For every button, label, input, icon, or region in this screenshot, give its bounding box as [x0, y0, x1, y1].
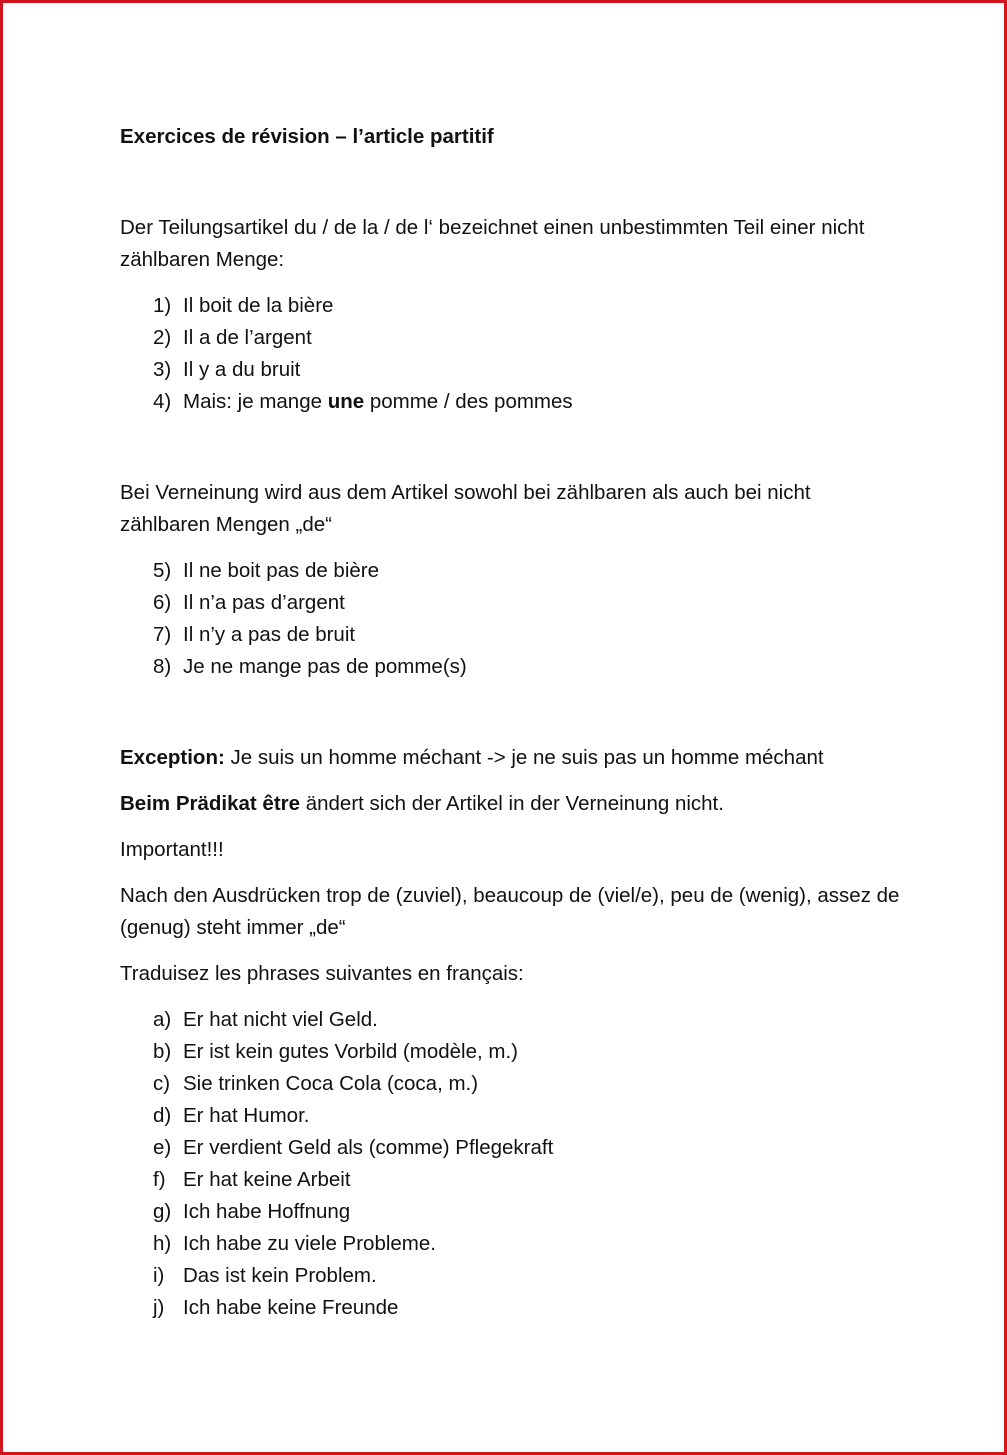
item-text: Er hat nicht viel Geld.: [183, 1008, 378, 1031]
item-number: d): [153, 1104, 172, 1127]
list-item: [153, 651, 900, 683]
item-number: 4): [153, 390, 172, 413]
item-text: pomme / des pommes: [364, 390, 573, 413]
item-number: g): [153, 1200, 172, 1223]
item-number: c): [153, 1072, 171, 1095]
item-number: i): [153, 1264, 165, 1287]
item-number: a): [153, 1008, 172, 1031]
item-text-bold: une: [327, 390, 365, 413]
item-number: e): [153, 1136, 172, 1159]
item-number: b): [153, 1040, 172, 1063]
item-text: Il n’a pas d’argent: [183, 591, 345, 614]
etre-text: ändert sich der Artikel in der Verneinung nicht.: [300, 792, 724, 815]
item-text: Er verdient Geld als (comme) Pflegekraft: [183, 1136, 554, 1159]
item-number: 3): [153, 358, 172, 381]
item-text: Er hat Humor.: [183, 1104, 310, 1127]
list-item: [153, 1196, 900, 1228]
item-text: Je ne mange pas de pomme(s): [183, 655, 467, 678]
exception-label: Exception:: [120, 746, 225, 769]
exception-paragraph: [120, 742, 900, 774]
document-title: Exercices de révision – l’article partitif: [120, 125, 494, 148]
document-content: [120, 121, 900, 1324]
item-number: 7): [153, 623, 172, 646]
item-text: Sie trinken Coca Cola (coca, m.): [183, 1072, 479, 1095]
list-item: [153, 386, 900, 418]
item-text: Mais: je mange: [183, 390, 328, 413]
item-text: Il y a du bruit: [183, 358, 301, 381]
item-number: h): [153, 1232, 172, 1255]
item-text: Er hat keine Arbeit: [183, 1168, 351, 1191]
list-item: [153, 1260, 900, 1292]
exception-text: Je suis un homme méchant -> je ne suis pas un homme méchant: [224, 746, 824, 769]
exercises-list: [120, 1004, 900, 1324]
item-number: 8): [153, 655, 172, 678]
intro-paragraph: Der Teilungsartikel du / de la / de l‘ bezeichnet einen unbestimmten Teil einer nicht zählbaren Menge:: [120, 216, 865, 271]
item-text: Il boit de la bière: [183, 294, 334, 317]
item-text: Ich habe keine Freunde: [183, 1296, 399, 1319]
list-item: [153, 1292, 900, 1324]
item-number: 6): [153, 591, 172, 614]
list-item: [153, 619, 900, 651]
item-text: Il ne boit pas de bière: [183, 559, 380, 582]
item-number: 5): [153, 559, 172, 582]
list-item: [153, 1100, 900, 1132]
list-item: [153, 322, 900, 354]
item-text: Il a de l’argent: [183, 326, 312, 349]
important-paragraph: Important!!!: [120, 838, 224, 861]
negation-paragraph: Bei Verneinung wird aus dem Artikel sowohl bei zählbaren als auch bei nicht zählbaren Mengen „de“: [120, 481, 811, 536]
list-item: [153, 1132, 900, 1164]
item-number: 1): [153, 294, 172, 317]
quantity-paragraph: Nach den Ausdrücken trop de (zuviel), beaucoup de (viel/e), peu de (wenig), assez de (genug) steht immer „de“: [120, 884, 900, 939]
list-item: [153, 1228, 900, 1260]
list-item: [153, 1068, 900, 1100]
item-text: Er ist kein gutes Vorbild (modèle, m.): [183, 1040, 518, 1063]
item-text: Ich habe Hoffnung: [183, 1200, 351, 1223]
etre-label: Beim Prädikat être: [120, 792, 301, 815]
etre-paragraph: [120, 788, 900, 820]
list-item: [153, 555, 900, 587]
list-item: [153, 290, 900, 322]
item-number: f): [153, 1168, 166, 1191]
item-number: 2): [153, 326, 172, 349]
list-item: [153, 1036, 900, 1068]
instruction-paragraph: Traduisez les phrases suivantes en français:: [120, 962, 524, 985]
examples-list-2: [120, 555, 900, 683]
item-number: j): [153, 1296, 165, 1319]
list-item: [153, 1164, 900, 1196]
item-text: Ich habe zu viele Probleme.: [183, 1232, 436, 1255]
item-text: Das ist kein Problem.: [183, 1264, 377, 1287]
list-item: [153, 587, 900, 619]
list-item: [153, 1004, 900, 1036]
examples-list-1: [120, 290, 900, 418]
list-item: [153, 354, 900, 386]
item-text: Il n’y a pas de bruit: [183, 623, 356, 646]
